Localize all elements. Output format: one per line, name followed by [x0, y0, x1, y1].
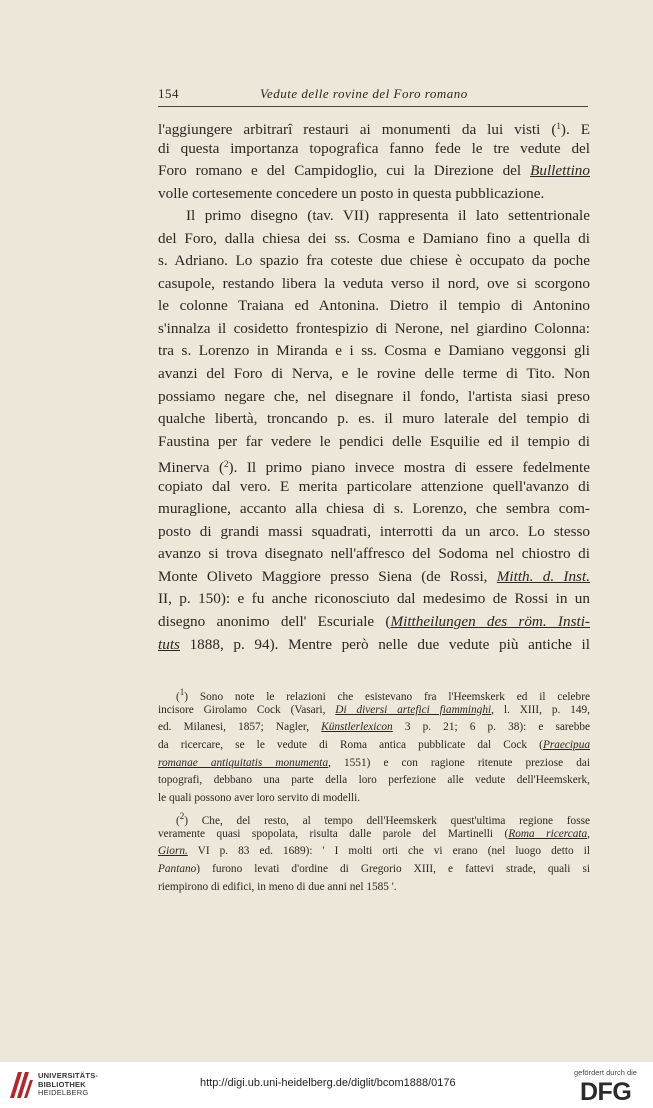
text-line: avanzi del Foro di Nerva, e le rovine delle terme di Tito. Non: [158, 365, 590, 383]
footnotes: [158, 684, 590, 896]
text-line: disegno anonimo dell' Escuriale (Mittheilungen des röm. Insti-: [158, 613, 590, 631]
text-line: casupole, restando libera la veduta verso il nord, ove si scorgono: [158, 274, 590, 292]
footnote-line: topografi, debbano una parte della loro perfezione alle vedute dell'Heemskerk,: [158, 774, 590, 787]
footnote-line: veramente quasi spopolata, risulta dalle parole del Martinelli (Roma ricercata,: [158, 827, 590, 840]
text-line: volle cortesemente concedere un posto in questa pubblicazione.: [158, 184, 545, 202]
text-line: Monte Oliveto Maggiore presso Siena (de Rossi, Mitth. d. Inst.: [158, 567, 590, 585]
footnote-line: ($^1$) Sono note le relazioni che esistevano fra l'Heemskerk ed il celebre: [176, 687, 590, 703]
text-line: s. Adriano. Lo spazio fra coteste due chiese è occupato da poche: [158, 252, 590, 270]
running-title: Vedute delle rovine del Foro romano: [260, 86, 468, 101]
text-line: le colonne Traiana ed Antonina. Dietro il tempio di Antonino: [158, 297, 590, 315]
footnote-line: romanae antiquitatis monumenta, 1551) e con ragione ritenute preziose dai: [158, 756, 590, 769]
footnote-line: incisore Girolamo Cock (Vasari, Di diversi artefici fiamminghi, l. XIII, p. 149,: [158, 703, 590, 716]
footnote-line: ($^2$) Che, del resto, al tempo dell'Heemskerk quest'ultima regione fosse: [176, 810, 590, 827]
page-number: 154: [158, 86, 179, 101]
text-line: Foro romano e del Campidoglio, cui la Direzione del Bullettino: [158, 162, 590, 180]
footnote-line: Giorn. VI p. 83 ed. 1689): ' I molti orti che vi erano (nel luogo detto il: [158, 845, 590, 858]
footnote-line: ed. Milanesi, 1857; Nagler, Künstlerlexicon 3 p. 21; 6 p. 38): e sarebbe: [158, 721, 591, 734]
text-line: possiamo negare che, nel disegnare il fondo, l'artista siasi preso: [158, 387, 590, 405]
funded-by-label: gefördert durch die: [574, 1068, 637, 1077]
text-line: Faustina per far vedere le pendici delle Esquilie ed il tempio di: [158, 432, 590, 450]
university-library-logo-icon: [8, 1070, 34, 1100]
permalink-url[interactable]: http://digi.ub.uni-heidelberg.de/diglit/bcom1888/0176: [200, 1077, 456, 1089]
text-line: tra s. Lorenzo in Miranda e i ss. Cosma e Damiano veggonsi gli: [158, 342, 590, 360]
text-line: qualche libertà, troncando p. es. il muro laterale del tempio di: [158, 410, 590, 428]
library-name: UNIVERSITÄTS- BIBLIOTHEK HEIDELBERG: [38, 1071, 99, 1097]
text-line: del Foro, dalla chiesa dei ss. Cosma e Damiano fino a quella di: [158, 229, 590, 247]
text-line: l'aggiungere arbitrarî restauri ai monumenti da lui visti ($^1$). E: [158, 121, 590, 138]
footnote-line: le quali possono aver loro servito di modelli.: [158, 792, 361, 805]
text-line: Minerva ($^2$). Il primo piano invece mostra di essere fedelmente: [158, 459, 590, 477]
footnote-line: riempirono di edifici, in meno di due anni nel 1585 '.: [158, 880, 397, 893]
header-rule: [158, 106, 588, 107]
text-line: copiato dal vero. E merita particolare attenzione quell'avanzo di: [158, 477, 590, 495]
text-line: II, p. 150): e fu anche riconosciuto dal medesimo de Rossi in un: [158, 590, 590, 608]
body-text: [158, 115, 590, 656]
viewer-footer: [0, 1062, 653, 1108]
text-line: s'innalza il cosidetto frontespizio di Nerone, nel giardino Colonna:: [158, 319, 590, 337]
text-line: tuts 1888, p. 94). Mentre però nelle due vedute più antiche il: [158, 635, 590, 653]
dfg-logo: DFG: [580, 1078, 632, 1106]
text-line: muraglione, accanto alla chiesa di s. Lorenzo, che sembra com-: [158, 500, 590, 518]
text-line: avanzo si trova disegnato nell'affresco del Sodoma nel chiostro di: [158, 545, 590, 563]
footnote-line: Pantano) furono levati d'ordine di Gregorio XIII, e fattevi strade, quali si: [158, 862, 590, 875]
text-line: di questa importanza topografica fanno fede le tre vedute del: [158, 139, 590, 157]
text-line: Il primo disegno (tav. VII) rappresenta il lato settentrionale: [186, 207, 590, 225]
page-header: [158, 86, 588, 106]
text-line: posto di grandi massi squadrati, interrotti da un arco. Lo stesso: [158, 522, 590, 540]
footnote-line: da ricercare, se le vedute di Roma antica pubblicate dal Cock (Praecipua: [158, 739, 590, 752]
